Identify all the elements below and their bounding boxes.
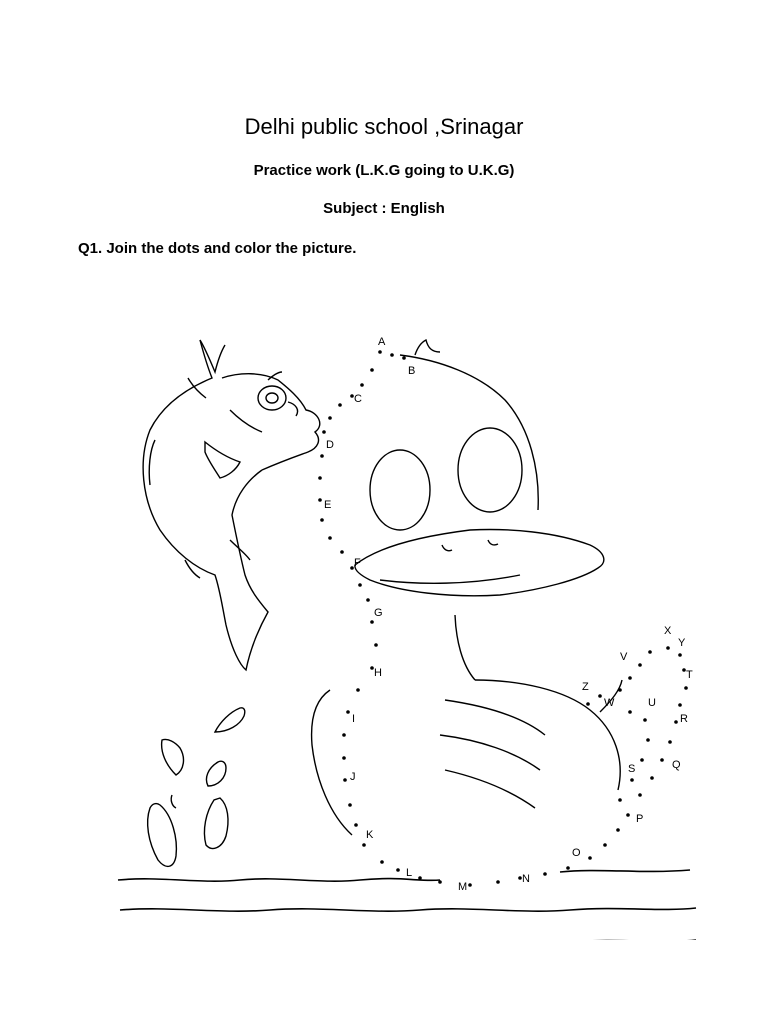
dot-label-q: Q — [672, 759, 681, 771]
water-splash-icon — [148, 708, 245, 867]
dot-label-i: I — [352, 713, 356, 725]
dot-label-t: T — [686, 669, 693, 681]
subject-title: Subject : English — [323, 200, 445, 217]
dot-label-w: W — [604, 697, 615, 709]
school-title: Delhi public school ,Srinagar — [244, 114, 524, 139]
dot-label-g: G — [374, 607, 383, 619]
dot-label-p: P — [636, 813, 644, 825]
dot-label-r: R — [680, 713, 688, 725]
practice-title: Practice work (L.K.G going to U.K.G) — [253, 162, 515, 179]
dot-label-h: H — [374, 667, 382, 679]
dot-label-o: O — [572, 847, 581, 859]
dot-label-m: M — [458, 881, 468, 893]
question-text: Q1. Join the dots and color the picture. — [78, 240, 357, 257]
dot-label-d: D — [326, 439, 334, 451]
dot-label-k: K — [366, 829, 374, 841]
dot-label-z: Z — [582, 681, 589, 693]
dot-label-c: C — [354, 393, 362, 405]
dot-label-u: U — [648, 697, 656, 709]
dot-label-x: X — [664, 625, 672, 637]
dot-label-b: B — [408, 365, 416, 377]
dot-label-f: F — [354, 557, 361, 569]
duck-drawing-icon — [312, 340, 622, 835]
dot-label-v: V — [620, 651, 628, 663]
dot-label-y: Y — [678, 637, 686, 649]
dot-label-l: L — [406, 867, 413, 879]
water-waves-icon — [118, 870, 696, 940]
dot-labels — [324, 336, 693, 893]
dot-label-n: N — [522, 873, 530, 885]
fish-drawing-icon — [143, 340, 320, 670]
dot-label-s: S — [628, 763, 636, 775]
worksheet-drawing — [0, 300, 768, 940]
dot-label-j: J — [350, 771, 356, 783]
dot-label-e: E — [324, 499, 332, 511]
dot-label-a: A — [378, 336, 386, 348]
